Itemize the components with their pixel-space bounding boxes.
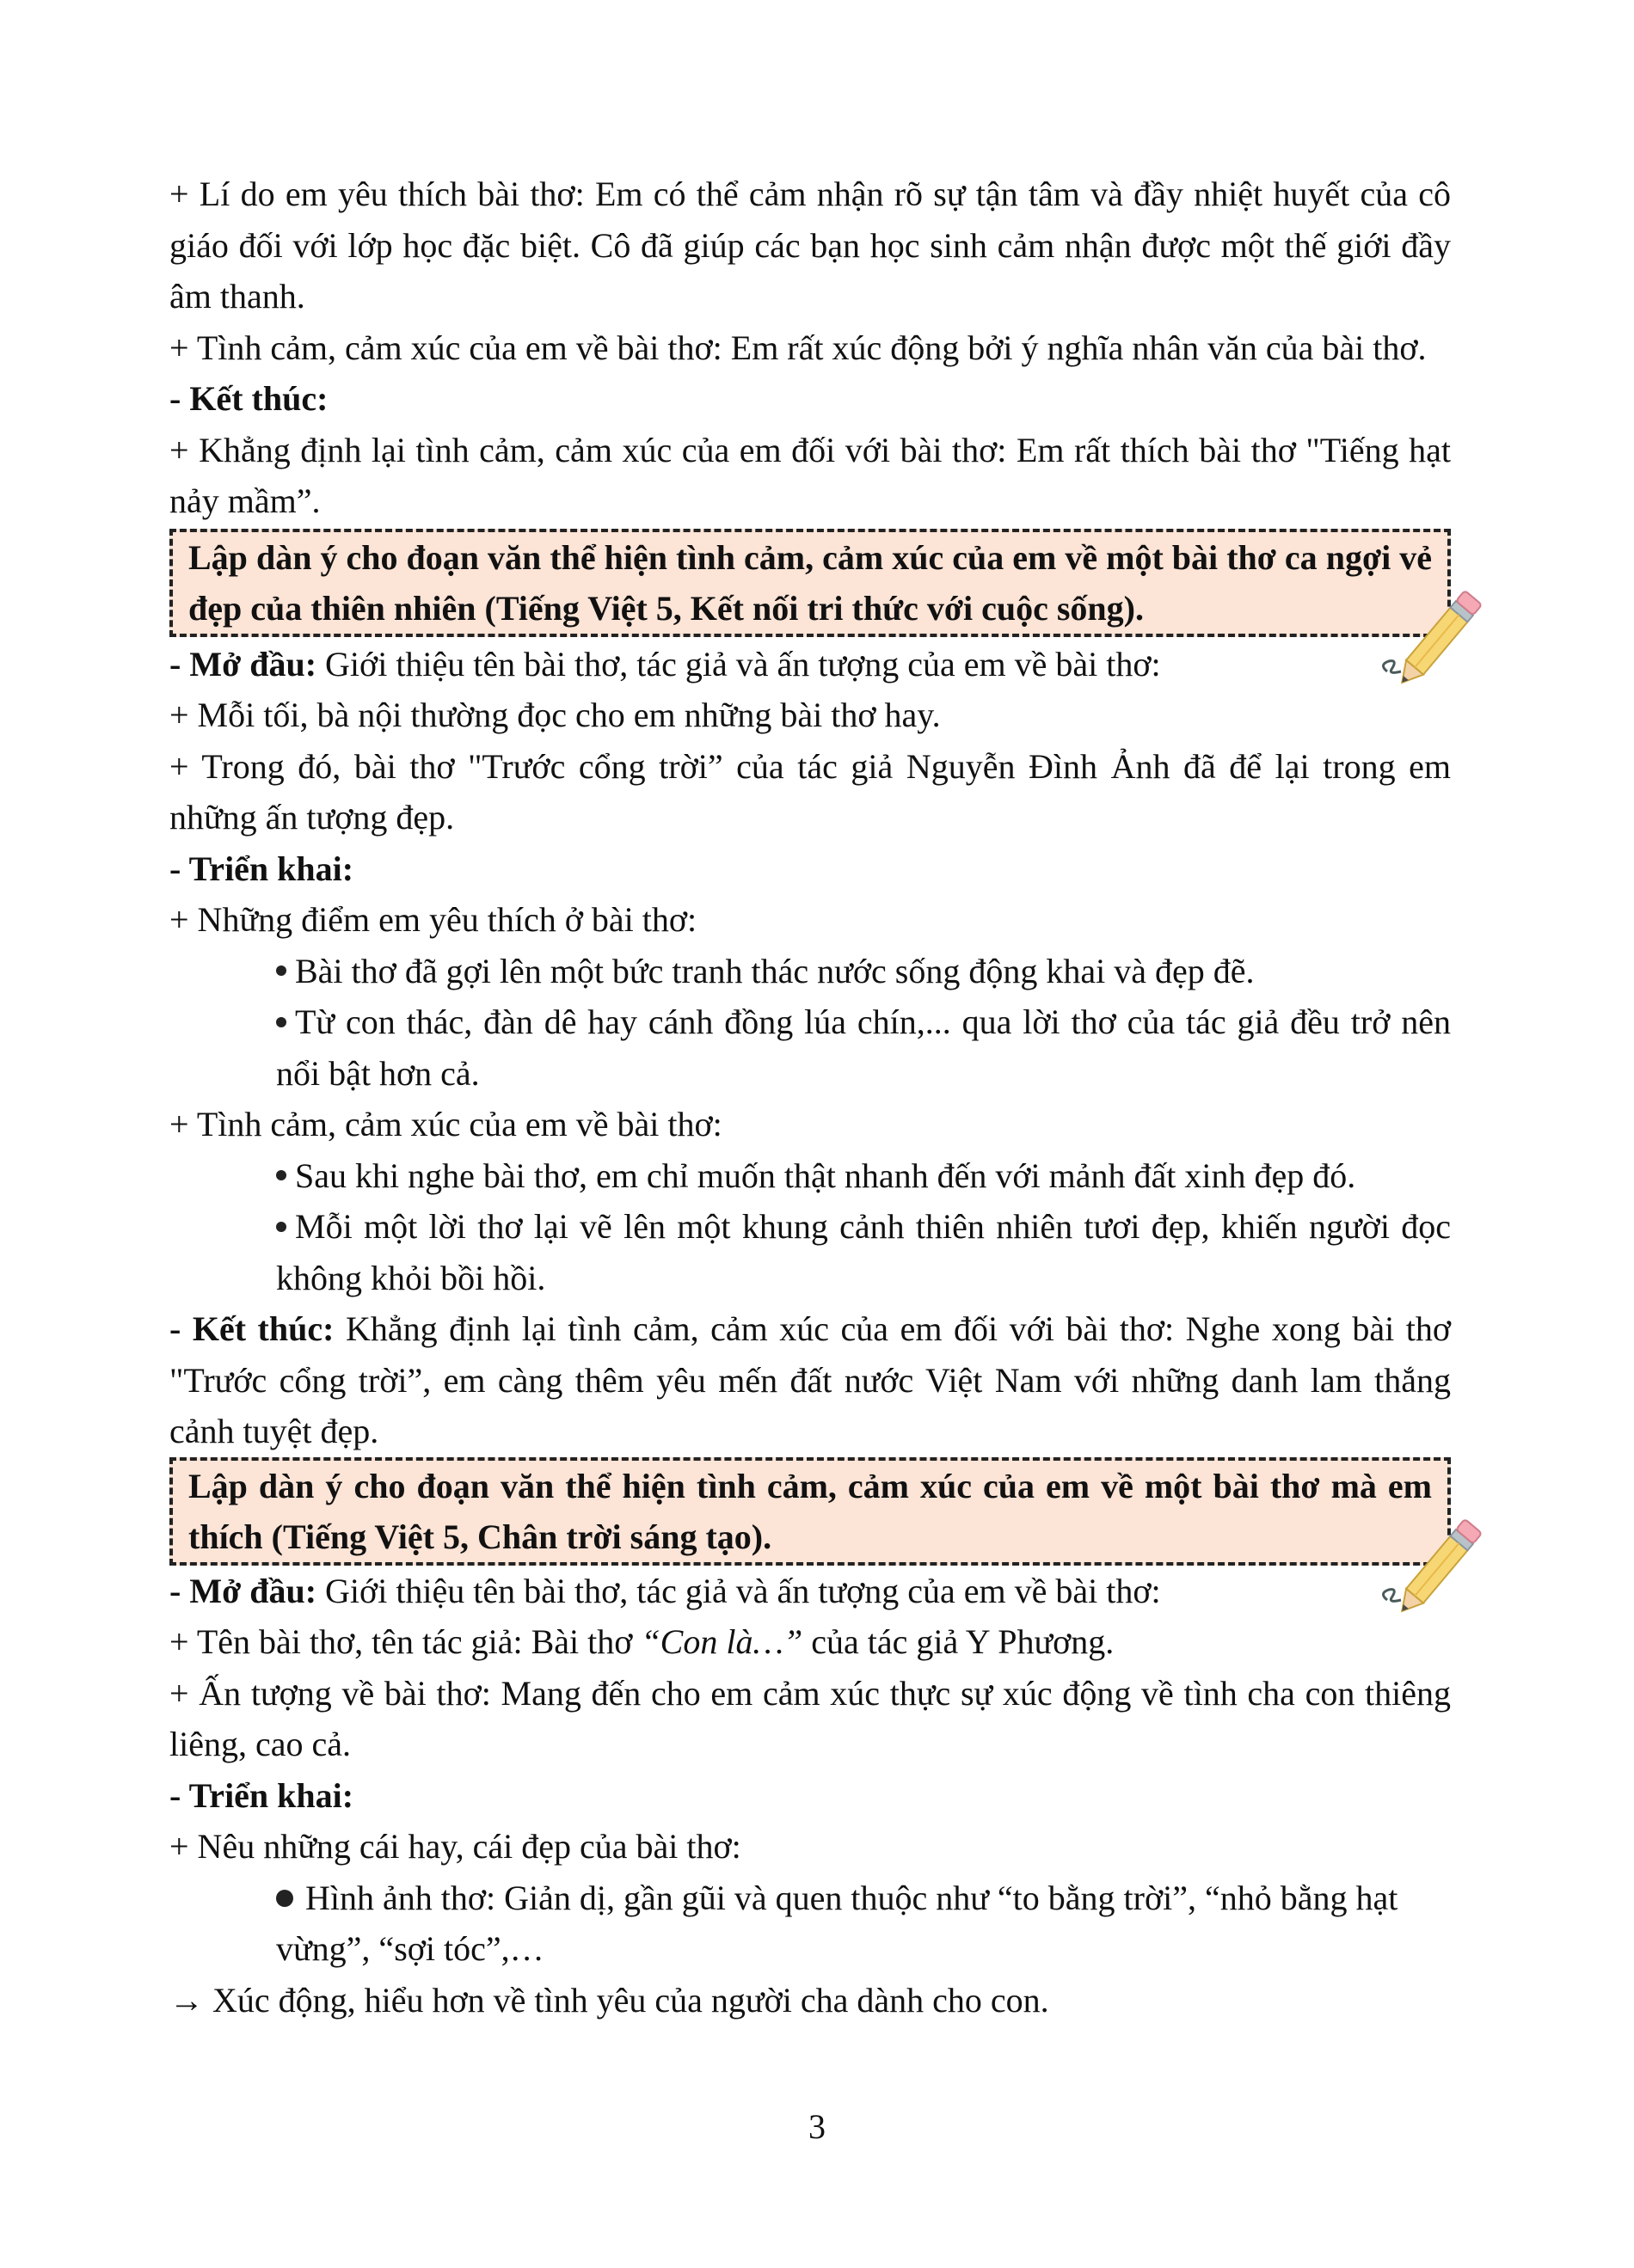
open-label-3: - Mở đầu:: [169, 1571, 317, 1610]
reason-paragraph: + Lí do em yêu thích bài thơ: Em có thể cảm nhận rõ sự tận tâm và đầy nhiệt huyết của cô giáo đối với lớp học đặc biệt. Cô đã giúp các bạn học sinh cảm nhận được một thế giới đầy âm thanh.: [169, 175, 1451, 316]
poem-title: “Con là…”: [641, 1622, 803, 1661]
end-label-2: - Kết thúc:: [169, 1309, 335, 1348]
open-item-1: + Mỗi tối, bà nội thường đọc cho em những bài thơ hay.: [169, 696, 941, 734]
open-item-2: + Trong đó, bài thơ "Trước cổng trời” của tác giả Nguyễn Đình Ảnh đã để lại trong em những ấn tượng đẹp.: [169, 746, 1451, 837]
page-number: 3: [808, 2107, 826, 2146]
end-label-1: - Kết thúc:: [169, 379, 329, 418]
bullet-icon: [276, 1170, 286, 1180]
pencil-icon: [1372, 589, 1501, 692]
poem-name-line: + Tên bài thơ, tên tác giả: Bài thơ “Con là…” của tác giả Y Phương.: [169, 1622, 1115, 1661]
body-label-2: - Triển khai:: [169, 849, 354, 888]
like-bullet-2: Từ con thác, đàn dê hay cánh đồng lúa chín,... qua lời thơ của tác giả đều trở nên nổi bật hơn cả.: [276, 1002, 1451, 1093]
document-body: [169, 169, 1451, 2026]
end-paragraph-1: + Khẳng định lại tình cảm, cảm xúc của em đối với bài thơ: Em rất thích bài thơ "Tiếng hạt nảy mầm”.: [169, 430, 1451, 520]
like-label: + Những điểm em yêu thích ở bài thơ:: [169, 900, 697, 939]
good-label: + Nêu những cái hay, cái đẹp của bài thơ:: [169, 1827, 741, 1866]
good-bullet-1: Hình ảnh thơ: Giản dị, gần gũi và quen thuộc như “to bằng trời”, “nhỏ bằng hạt vừng”, “sợi tóc”,…: [276, 1878, 1398, 1968]
impression-paragraph: + Ấn tượng về bài thơ: Mang đến cho em cảm xúc thực sự xúc động về tình cha con thiêng liêng, cao cả.: [169, 1673, 1451, 1763]
feel-bullet-2: Mỗi một lời thơ lại vẽ lên một khung cảnh thiên nhiên tươi đẹp, khiến người đọc không khỏi bồi hồi.: [276, 1207, 1451, 1297]
heading-box-favorite-poem: [169, 1457, 1451, 1566]
heading-box-nature-poem: [169, 529, 1451, 637]
bullet-icon: [276, 1890, 293, 1907]
pencil-icon: [1372, 1517, 1501, 1621]
feel-bullet-1: Sau khi nghe bài thơ, em chỉ muốn thật nhanh đến với mảnh đất xinh đẹp đó.: [169, 1150, 1451, 1202]
heading-text-favorite-poem: Lập dàn ý cho đoạn văn thể hiện tình cảm, cảm xúc của em về một bài thơ mà em thích (Tiếng Việt 5, Chân trời sáng tạo).: [188, 1466, 1432, 1556]
body-label-3: - Triển khai:: [169, 1775, 354, 1815]
open-text-3: Giới thiệu tên bài thơ, tác giả và ấn tượng của em về bài thơ:: [316, 1571, 1161, 1610]
bullet-icon: [276, 965, 286, 976]
feeling-paragraph: + Tình cảm, cảm xúc của em về bài thơ: Em rất xúc động bởi ý nghĩa nhân văn của bài thơ.: [169, 328, 1427, 367]
heading-text-nature-poem: Lập dàn ý cho đoạn văn thể hiện tình cảm, cảm xúc của em về một bài thơ ca ngợi vẻ đẹp của thiên nhiên (Tiếng Việt 5, Kết nối tri thức với cuộc sống).: [188, 537, 1432, 628]
feel-label: + Tình cảm, cảm xúc của em về bài thơ:: [169, 1105, 722, 1143]
bullet-icon: [276, 1017, 286, 1027]
conclusion-line: → Xúc động, hiểu hơn về tình yêu của người cha dành cho con.: [169, 1980, 1049, 2020]
arrow-right-icon: →: [169, 1980, 212, 2020]
like-bullet-1: Bài thơ đã gợi lên một bức tranh thác nước sống động khai và đẹp đẽ.: [169, 946, 1451, 997]
open-text-2: Giới thiệu tên bài thơ, tác giả và ấn tượng của em về bài thơ:: [316, 644, 1161, 683]
bullet-icon: [276, 1222, 286, 1232]
open-label-2: - Mở đầu:: [169, 644, 317, 683]
end-text-2: Khẳng định lại tình cảm, cảm xúc của em đối với bài thơ: Nghe xong bài thơ "Trước cổng trời”, em càng thêm yêu mến đất nước Việt Nam với những danh lam thắng cảnh tuyệt đẹp.: [169, 1309, 1451, 1450]
